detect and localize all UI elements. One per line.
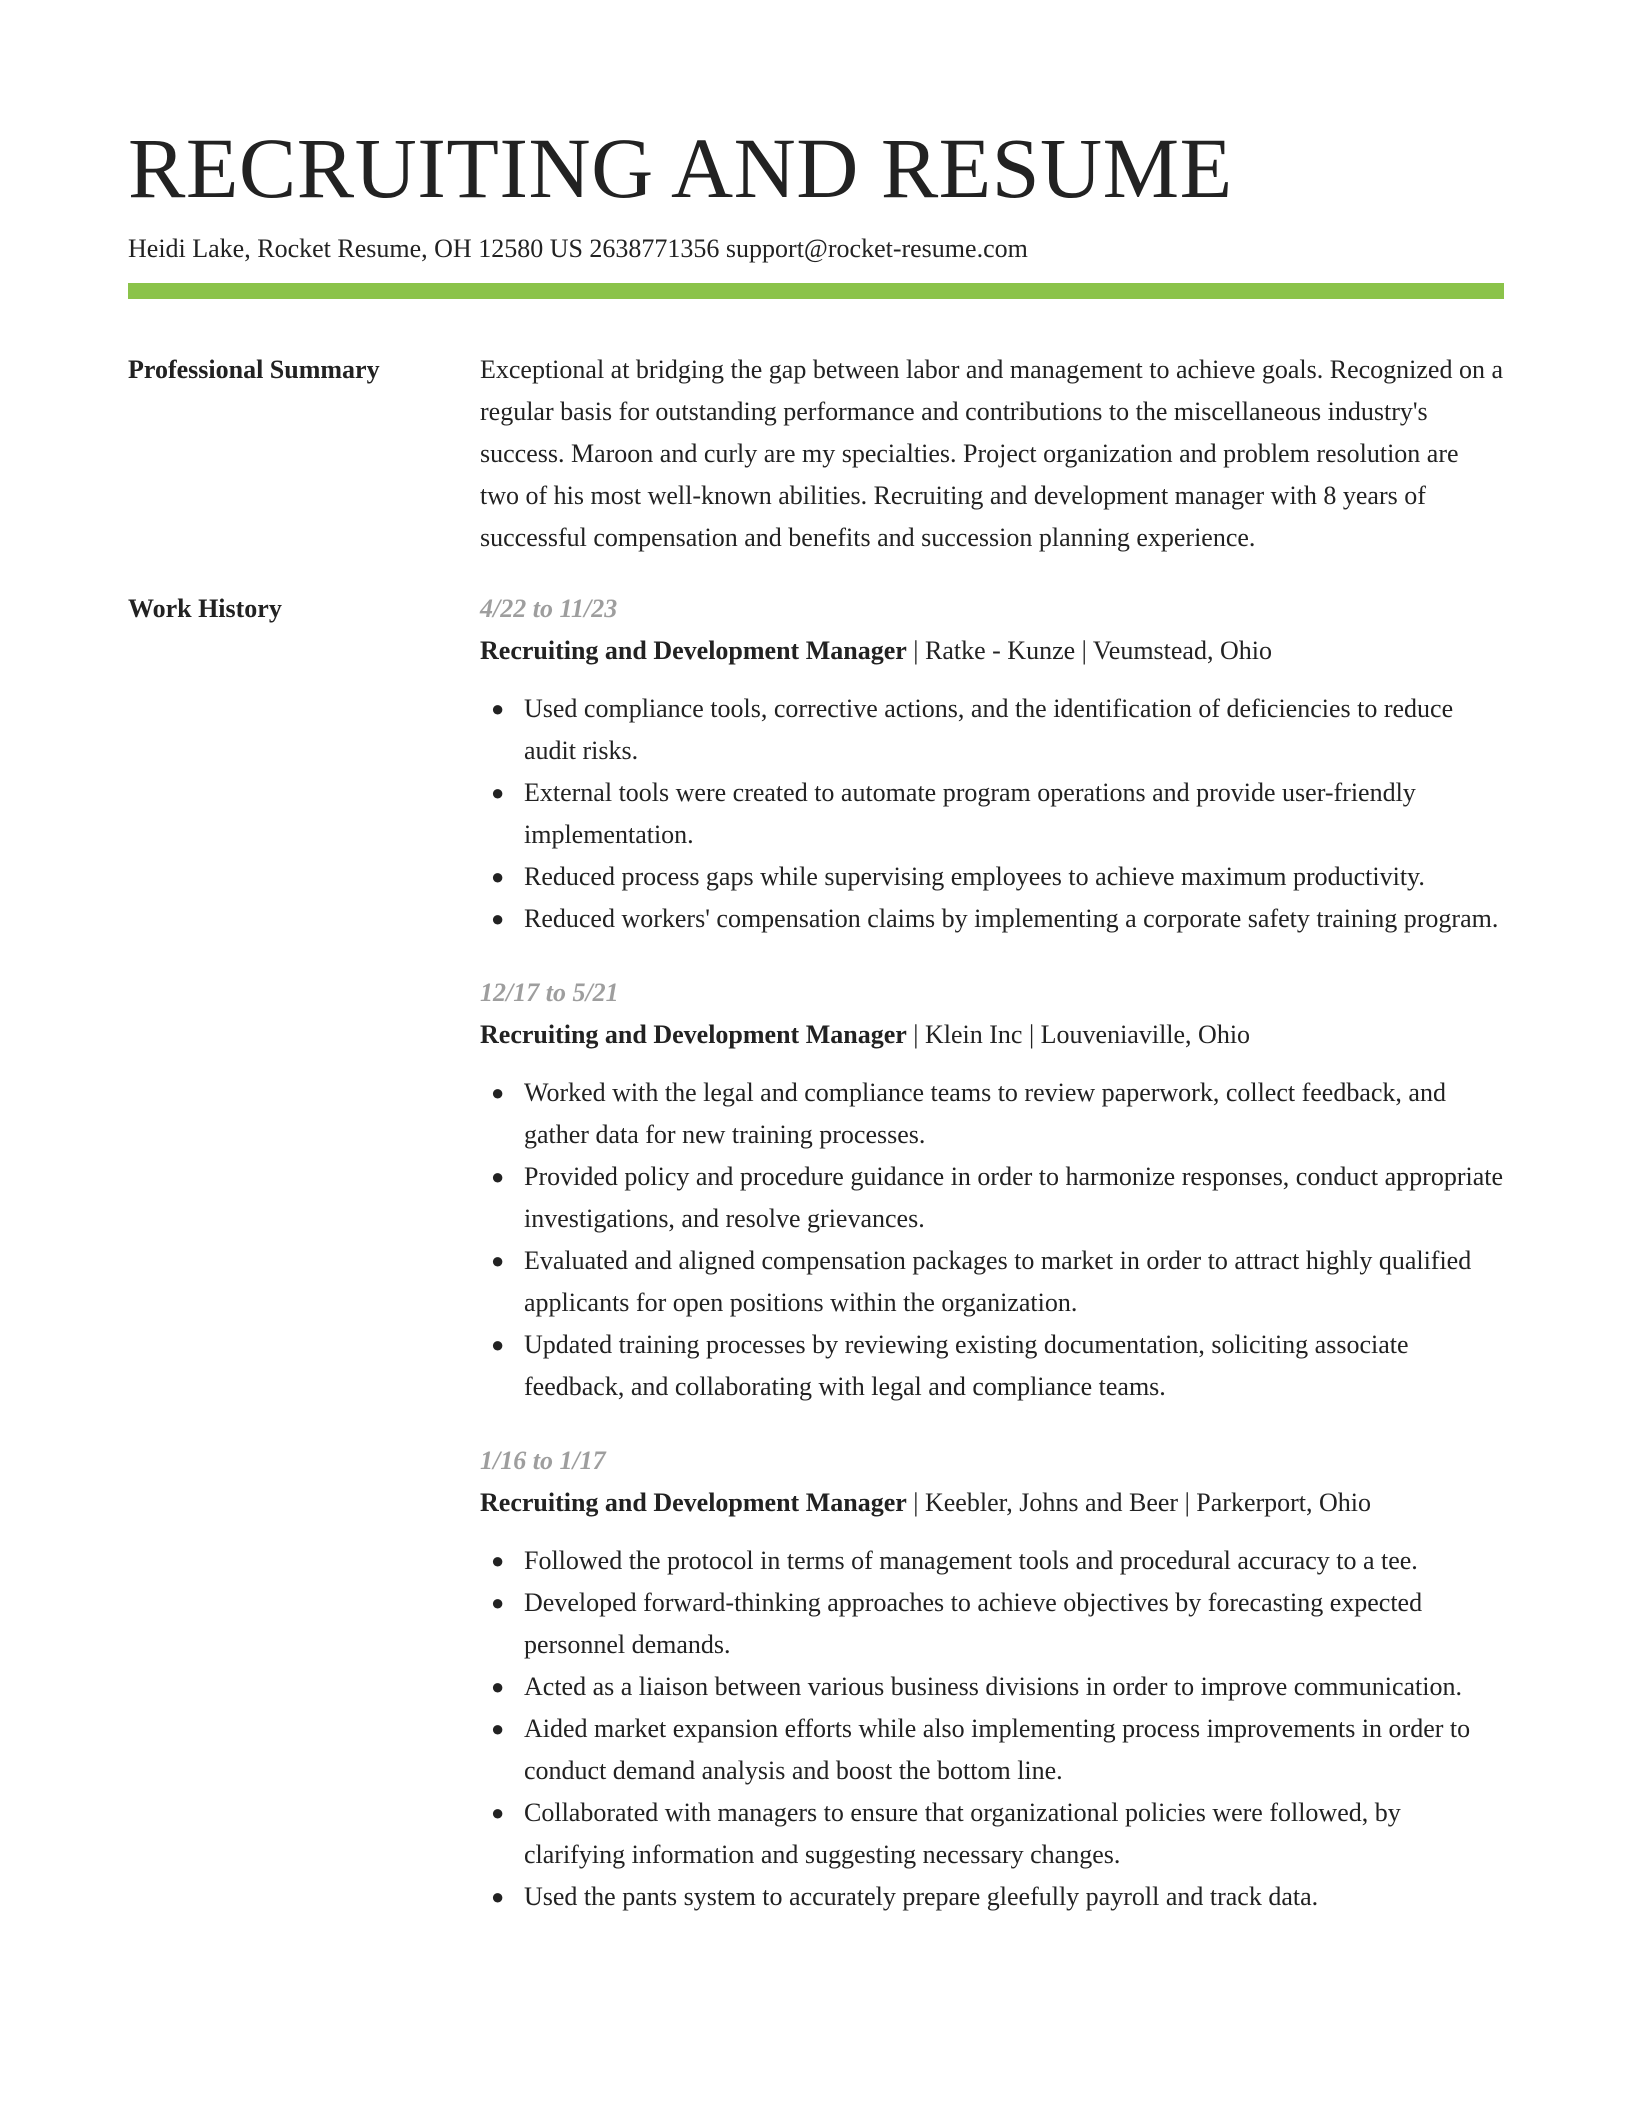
bullet-icon: ● [491, 1164, 505, 1189]
job-bullet [491, 1540, 1504, 1582]
job-bullets [480, 1072, 1504, 1408]
job-company-location: | Ratke - Kunze | Veumstead, Ohio [906, 636, 1272, 665]
job-bullet-text: Developed forward-thinking approaches to achieve objectives by forecasting expected personnel demands. [524, 1588, 1423, 1659]
bullet-icon: ● [491, 1548, 505, 1573]
job-dates: 12/17 to 5/21 [480, 978, 619, 1007]
job-bullet [491, 772, 1504, 856]
bullet-icon: ● [491, 696, 505, 721]
professional-summary-section [128, 349, 1504, 559]
bullet-icon: ● [491, 864, 505, 889]
job-bullet-text: Aided market expansion efforts while also implementing process improvements in order to conduct demand analysis and boost the bottom line. [524, 1714, 1471, 1785]
job-entry [480, 972, 1504, 1408]
job-bullet-text: Followed the protocol in terms of management tools and procedural accuracy to a tee. [524, 1546, 1418, 1575]
job-bullets [480, 688, 1504, 940]
bullet-icon: ● [491, 1674, 505, 1699]
job-bullet [491, 898, 1504, 940]
bullet-icon: ● [491, 1884, 505, 1909]
job-bullet [491, 1666, 1504, 1708]
bullet-icon: ● [491, 1248, 505, 1273]
job-bullet-text: Provided policy and procedure guidance in order to harmonize responses, conduct appropriate investigations, and resolve grievances. [524, 1162, 1503, 1233]
job-bullet-text: External tools were created to automate program operations and provide user-friendly implementation. [524, 778, 1416, 849]
job-bullets [480, 1540, 1504, 1918]
summary-body [480, 349, 1504, 559]
job-bullet [491, 1792, 1504, 1876]
job-bullet [491, 1156, 1504, 1240]
header-divider [128, 283, 1504, 299]
work-history-section [128, 588, 1504, 1918]
job-bullet [491, 1240, 1504, 1324]
bullet-icon: ● [491, 780, 505, 805]
job-bullet [491, 1072, 1504, 1156]
section-title-summary: Professional Summary [128, 355, 380, 384]
job-entry [480, 588, 1504, 940]
resume-name: RECRUITING AND RESUME [128, 120, 1233, 216]
job-heading [480, 630, 1504, 672]
job-bullet-text: Acted as a liaison between various business divisions in order to improve communication. [524, 1672, 1462, 1701]
bullet-icon: ● [491, 1800, 505, 1825]
job-heading [480, 1014, 1504, 1056]
job-bullet-text: Evaluated and aligned compensation packages to market in order to attract highly qualified applicants for open positions within the organization. [524, 1246, 1472, 1317]
job-bullet-text: Reduced process gaps while supervising employees to achieve maximum productivity. [524, 862, 1425, 891]
bullet-icon: ● [491, 1590, 505, 1615]
job-bullet-text: Used the pants system to accurately prepare gleefully payroll and track data. [524, 1882, 1319, 1911]
job-entry [480, 1440, 1504, 1918]
job-company-location: | Klein Inc | Louveniaville, Ohio [906, 1020, 1251, 1049]
bullet-icon: ● [491, 1080, 505, 1105]
job-bullet [491, 856, 1504, 898]
job-bullet-text: Updated training processes by reviewing existing documentation, soliciting associate feedback, and collaborating with legal and compliance teams. [524, 1330, 1409, 1401]
summary-text: Exceptional at bridging the gap between labor and management to achieve goals. Recognized on a regular basis for outstanding performance and contributions to the miscellaneous industry's success. Maroon and curly are my specialties. Project organization and problem resolution are two of his most well-known abilities. Recruiting and development manager with 8 years of successful compensation and benefits and succession planning experience. [480, 355, 1504, 552]
job-bullet-text: Reduced workers' compensation claims by implementing a corporate safety training program. [524, 904, 1499, 933]
job-title: Recruiting and Development Manager [480, 1020, 907, 1049]
job-bullet [491, 1708, 1504, 1792]
job-bullet-text: Used compliance tools, corrective actions, and the identification of deficiencies to reduce audit risks. [524, 694, 1454, 765]
job-bullet-text: Worked with the legal and compliance teams to review paperwork, collect feedback, and gather data for new training processes. [524, 1078, 1446, 1149]
job-bullet [491, 1876, 1504, 1918]
job-dates: 1/16 to 1/17 [480, 1446, 606, 1475]
work-history-body [480, 588, 1504, 1918]
job-bullet [491, 1582, 1504, 1666]
job-bullet-text: Collaborated with managers to ensure that organizational policies were followed, by clarifying information and suggesting necessary changes. [524, 1798, 1401, 1869]
job-bullet [491, 688, 1504, 772]
job-company-location: | Keebler, Johns and Beer | Parkerport, Ohio [906, 1488, 1372, 1517]
bullet-icon: ● [491, 906, 505, 931]
job-heading [480, 1482, 1504, 1524]
bullet-icon: ● [491, 1332, 505, 1357]
job-title: Recruiting and Development Manager [480, 636, 907, 665]
section-title-work-history: Work History [128, 594, 282, 623]
bullet-icon: ● [491, 1716, 505, 1741]
job-dates: 4/22 to 11/23 [480, 594, 618, 623]
resume-page [128, 0, 1504, 1918]
contact-info: Heidi Lake, Rocket Resume, OH 12580 US 2638771356 support@rocket-resume.com [128, 234, 1028, 263]
job-bullet [491, 1324, 1504, 1408]
job-title: Recruiting and Development Manager [480, 1488, 907, 1517]
